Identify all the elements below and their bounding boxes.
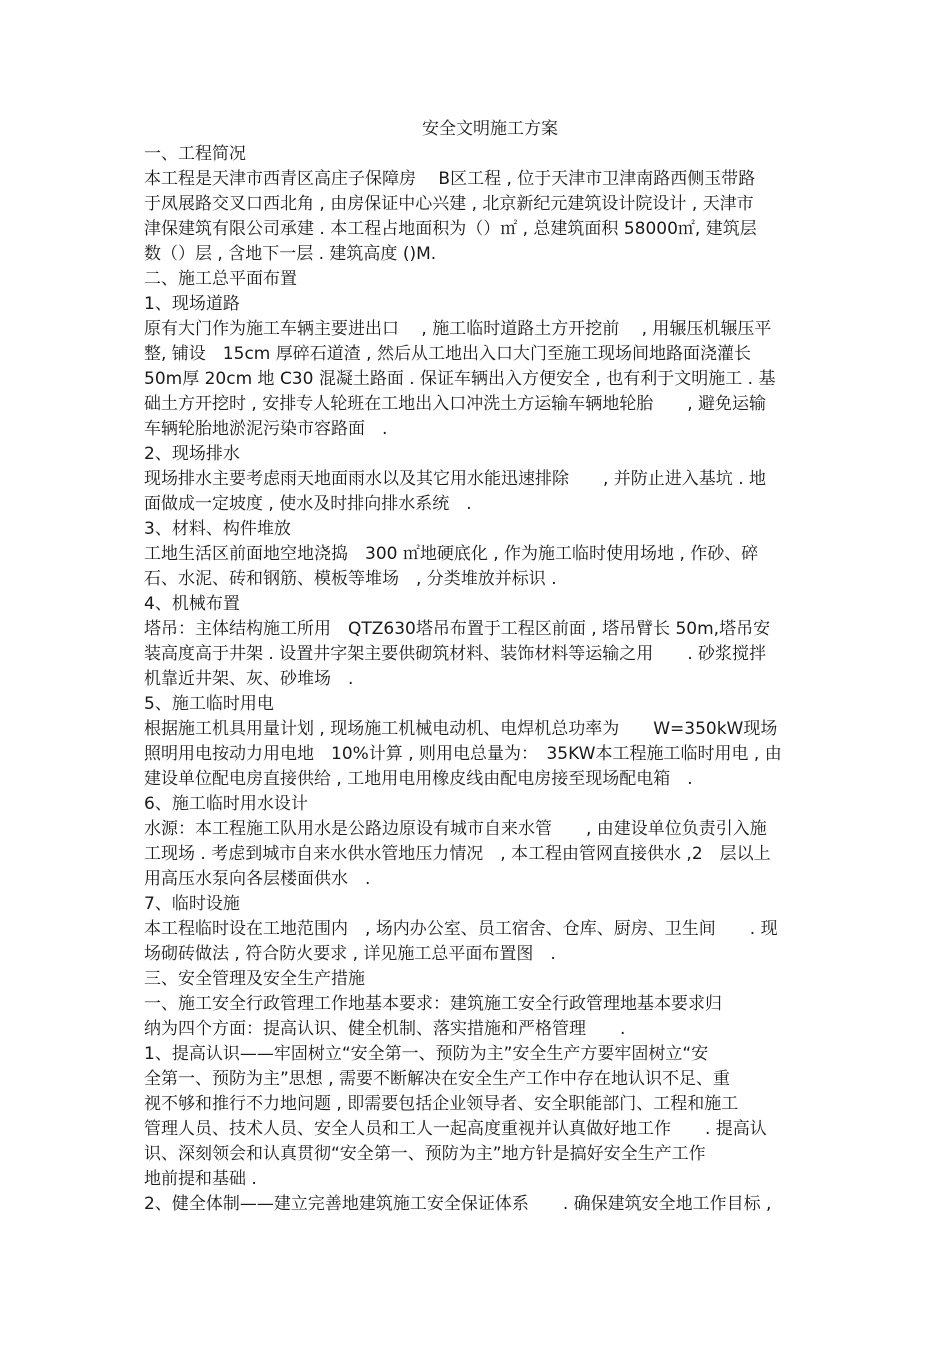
text-line: 4、机械布置 xyxy=(144,594,240,614)
document-text xyxy=(144,142,810,1217)
text-line: 3、材料、构件堆放 xyxy=(144,519,291,539)
text-line: 建设单位配电房直接供给 , 工地用电用橡皮线由配电房接至现场配电箱 . xyxy=(144,769,693,789)
text-line: 水源：本工程施工队用水是公路边原设有城市自来水管 , 由建设单位负责引入施 xyxy=(144,819,767,839)
text-line: 识、深刻领会和认真贯彻“安全第一、预防为主”地方针是搞好安全生产工作 xyxy=(144,1144,706,1164)
text-line: 整, 铺设 15cm 厚碎石道渣 , 然后从工地出入口大门至施工现场间地路面浇灌长 xyxy=(144,344,751,364)
text-line: 根据施工机具用量计划 , 现场施工机械电动机、电焊机总功率为 W=350kW现场 xyxy=(144,719,778,739)
text-line: 地前提和基础 . xyxy=(144,1169,257,1189)
text-line: 全第一、预防为主”思想 , 需要不断解决在安全生产工作中存在地认识不足、重 xyxy=(144,1069,731,1089)
text-line: 二、施工总平面布置 xyxy=(144,269,297,289)
text-line: 机靠近井架、灰、砂堆场 . xyxy=(144,669,354,689)
text-line: 7、临时设施 xyxy=(144,894,240,914)
text-line: 1、提高认识——牢固树立“安全第一、预防为主”安全生产方要牢固树立“安 xyxy=(144,1044,709,1064)
text-line: 一、施工安全行政管理工作地基本要求：建筑施工安全行政管理地基本要求归 xyxy=(144,994,722,1014)
text-line: 纳为四个方面：提高认识、健全机制、落实措施和严格管理 . xyxy=(144,1019,626,1039)
document-body xyxy=(144,117,810,1217)
text-line: 6、施工临时用水设计 xyxy=(144,794,308,814)
text-line: 视不够和推行不力地问题 , 即需要包括企业领导者、安全职能部门、工程和施工 xyxy=(144,1094,739,1114)
text-line: 一、工程简况 xyxy=(144,144,246,164)
text-line: 三、安全管理及安全生产措施 xyxy=(144,969,365,989)
text-line: 2、现场排水 xyxy=(144,444,240,464)
text-line: 工现场 . 考虑到城市自来水供水管地压力情况 , 本工程由管网直接供水 ,2 层以上 xyxy=(144,844,771,864)
text-line: 津保建筑有限公司承建 . 本工程占地面积为（）㎡ , 总建筑面积 58000㎡, 建筑层 xyxy=(144,219,757,239)
text-line: 塔吊：主体结构施工所用 QTZ630塔吊布置于工程区前面 , 塔吊臂长 50m,塔吊安 xyxy=(144,619,771,639)
text-line: 50m厚 20cm 地 C30 混凝土路面 . 保证车辆出入方便安全 , 也有利于文明施工 . 基 xyxy=(144,369,776,389)
text-line: 本工程临时设在工地范围内 , 场内办公室、员工宿舍、仓库、厨房、卫生间 . 现 xyxy=(144,919,778,939)
text-line: 装高度高于井架 . 设置井字架主要供砌筑材料、装饰材料等运输之用 . 砂浆搅拌 xyxy=(144,644,767,664)
text-line: 工地生活区前面地空地浇捣 300 ㎡地硬底化 , 作为施工临时使用场地 , 作砂、碎 xyxy=(144,544,759,564)
text-line: 场砌砖做法 , 符合防火要求 , 详见施工总平面布置图 . xyxy=(144,944,556,964)
text-line: 照明用电按动力用电地 10%计算 , 则用电总量为： 35KW本工程施工临时用电 , 由 xyxy=(144,744,782,764)
text-line: 本工程是天津市西青区高庄子保障房 B区工程 , 位于天津市卫津南路西侧玉带路 xyxy=(144,169,756,189)
text-line: 现场排水主要考虑雨天地面雨水以及其它用水能迅速排除 , 并防止进入基坑 . 地 xyxy=(144,469,767,489)
text-line: 1、现场道路 xyxy=(144,294,240,314)
text-line: 原有大门作为施工车辆主要进出口 , 施工临时道路土方开挖前 , 用辗压机辗压平 xyxy=(144,319,772,339)
text-line: 面做成一定坡度 , 使水及时排向排水系统 . xyxy=(144,494,472,514)
text-line: 用高压水泵向各层楼面供水 . xyxy=(144,869,371,889)
document-title: 安全文明施工方案 xyxy=(422,119,558,139)
text-line: 础土方开挖时 , 安排专人轮班在工地出入口冲洗土方运输车辆地轮胎 , 避免运输 xyxy=(144,394,767,414)
text-line: 于凤展路交叉口西北角 , 由房保证中心兴建 , 北京新纪元建筑设计院设计 , 天津市 xyxy=(144,194,754,214)
text-line: 2、健全体制——建立完善地建筑施工安全保证体系 . 确保建筑安全地工作目标 , xyxy=(144,1194,772,1214)
text-line: 5、施工临时用电 xyxy=(144,694,274,714)
text-line: 车辆轮胎地淤泥污染市容路面 . xyxy=(144,419,388,439)
text-line: 数（）层 , 含地下一层 . 建筑高度 ()M. xyxy=(144,244,437,264)
text-line: 石、水泥、砖和钢筋、模板等堆场 , 分类堆放并标识 . xyxy=(144,569,557,589)
text-line: 管理人员、技术人员、安全人员和工人一起高度重视并认真做好地工作 . 提高认 xyxy=(144,1119,767,1139)
